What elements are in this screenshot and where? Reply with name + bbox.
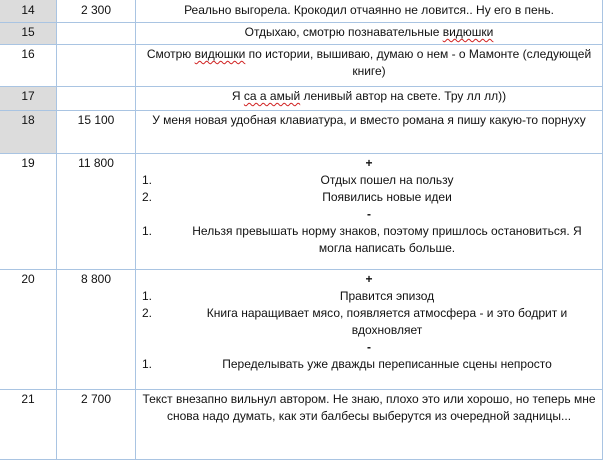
table-row bbox=[0, 111, 603, 154]
note-text: Отдыхаю, смотрю познавательные bbox=[244, 25, 443, 39]
list-item bbox=[140, 305, 598, 339]
pros-marker: + bbox=[365, 156, 373, 170]
list-item bbox=[140, 356, 598, 373]
table-row bbox=[0, 390, 603, 460]
chars-count-cell bbox=[57, 87, 136, 111]
list-item-text: Нельзя превышать норму знаков, поэтому пришлось остановиться. Я могла написать больше. bbox=[192, 224, 582, 255]
cons-marker: - bbox=[367, 340, 371, 354]
table-row bbox=[0, 0, 603, 23]
cons-marker: - bbox=[367, 207, 371, 221]
table-row bbox=[0, 45, 603, 87]
list-item bbox=[140, 189, 598, 206]
list-number: 2. bbox=[142, 306, 153, 320]
table-row bbox=[0, 87, 603, 111]
table-row bbox=[0, 23, 603, 45]
list-number: 2. bbox=[142, 190, 153, 204]
spellcheck-word: са а амый bbox=[243, 89, 301, 103]
list-number: 1. bbox=[142, 224, 153, 238]
day-cell: 16 bbox=[0, 45, 57, 87]
list-item-text: Правится эпизод bbox=[339, 289, 435, 303]
list-item bbox=[140, 223, 598, 257]
day-cell: 14 bbox=[0, 0, 57, 23]
note-cell bbox=[136, 45, 603, 87]
list-item-text: Отдых пошел на пользу bbox=[320, 173, 454, 187]
chars-count-cell: 8 800 bbox=[57, 270, 136, 390]
day-cell: 17 bbox=[0, 87, 57, 111]
day-cell: 15 bbox=[0, 23, 57, 45]
note-text: ленивый автор на свете. Тру лл лл)) bbox=[300, 89, 507, 103]
chars-count-cell bbox=[57, 23, 136, 45]
list-item bbox=[140, 172, 598, 189]
note-cell: Реально выгорела. Крокодил отчаянно не ловится.. Ну его в пень. bbox=[136, 0, 603, 23]
note-cell bbox=[136, 87, 603, 111]
note-cell: У меня новая удобная клавиатура, и вместо романа я пишу какую-то порнуху bbox=[136, 111, 603, 154]
day-cell: 18 bbox=[0, 111, 57, 154]
chars-count-cell: 15 100 bbox=[57, 111, 136, 154]
day-cell: 21 bbox=[0, 390, 57, 460]
note-text: Я bbox=[231, 89, 244, 103]
list-number: 1. bbox=[142, 289, 153, 303]
list-item bbox=[140, 288, 598, 305]
table-row bbox=[0, 270, 603, 390]
pros-marker: + bbox=[365, 272, 373, 286]
day-cell: 19 bbox=[0, 154, 57, 270]
note-cell bbox=[136, 154, 603, 270]
note-cell: Текст внезапно вильнул автором. Не знаю, плохо это или хорошо, но теперь мне снова надо думать, как эти балбесы выберутся из очередной задницы... bbox=[136, 390, 603, 460]
day-cell: 20 bbox=[0, 270, 57, 390]
list-number: 1. bbox=[142, 357, 153, 371]
chars-count-cell: 2 300 bbox=[57, 0, 136, 23]
list-item-text: Книга наращивает мясо, появляется атмосфера - и это бодрит и вдохновляет bbox=[206, 306, 568, 337]
chars-count-cell bbox=[57, 45, 136, 87]
note-cell bbox=[136, 23, 603, 45]
spellcheck-word: видюшки bbox=[194, 47, 246, 61]
note-text: Смотрю bbox=[146, 47, 195, 61]
chars-count-cell: 11 800 bbox=[57, 154, 136, 270]
table-row bbox=[0, 154, 603, 270]
spellcheck-word: видюшки bbox=[442, 25, 494, 39]
list-item-text: Появились новые идеи bbox=[322, 190, 452, 204]
chars-count-cell: 2 700 bbox=[57, 390, 136, 460]
note-text: по истории, вышиваю, думаю о нем - о Мамонте (следующей книге) bbox=[245, 47, 592, 78]
list-item-text: Переделывать уже дважды переписанные сцены непросто bbox=[222, 357, 552, 371]
list-number: 1. bbox=[142, 173, 153, 187]
note-cell bbox=[136, 270, 603, 390]
